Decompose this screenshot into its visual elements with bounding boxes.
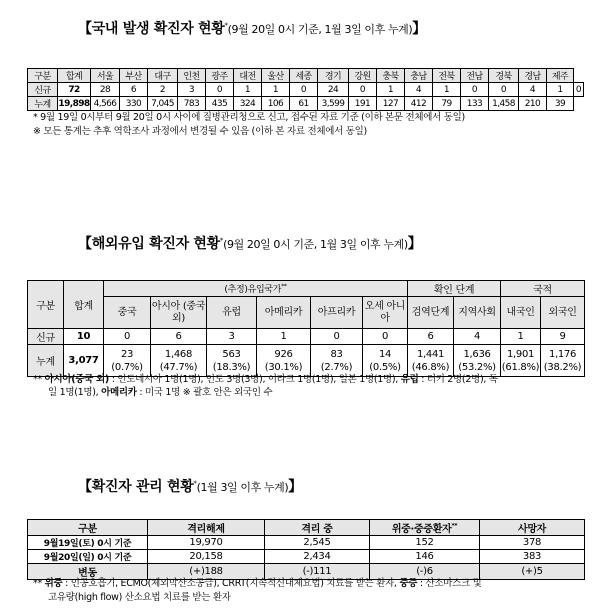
management-value: 378 — [480, 536, 585, 550]
region-value: 79 — [433, 97, 461, 111]
column-header: 구분 — [28, 69, 58, 83]
row-total: 72 — [58, 83, 91, 97]
column-header: 검역단계 — [408, 297, 454, 329]
note-segment: : 인도네시아 1명(1명), 인도 3명(3명), 이라크 1명(1명), 일본 1명(1명), — [108, 374, 401, 385]
column-header: 세종 — [290, 69, 318, 83]
imported-col-label: 구분 — [28, 281, 64, 329]
note-segment: 중증 — [399, 578, 418, 589]
column-header: 격리해제 — [148, 520, 265, 536]
management-header-row — [28, 520, 585, 536]
imported-value: 1 — [257, 329, 311, 345]
imported-cum-value — [501, 345, 541, 377]
cum-percent: (53.2%) — [458, 361, 496, 373]
column-header: 충남 — [405, 69, 433, 83]
title-bracket-open: 【 — [78, 21, 92, 37]
region-value: 435 — [206, 97, 234, 111]
column-header: 아메리카 — [257, 297, 311, 329]
title-mark: * — [224, 21, 228, 30]
title-bracket-close: 】 — [412, 21, 426, 37]
region-value: 6 — [120, 83, 148, 97]
column-header: 중국 — [104, 297, 151, 329]
column-header: 내국인 — [501, 297, 541, 329]
column-header: 경기 — [318, 69, 349, 83]
column-header: 전북 — [433, 69, 461, 83]
imported-cum-value — [363, 345, 408, 377]
row-label: 9월20일(일) 0시 기준 — [28, 550, 148, 564]
group-country-header — [104, 281, 408, 297]
title-mark: * — [193, 479, 197, 488]
row-label: 신규 — [28, 83, 58, 97]
column-header: 대구 — [148, 69, 178, 83]
section1-note-1: * 9월 19일 0시부터 9월 20일 0시 사이에 질병관리청으로 신고, 접수된 자료 기준 (이하 본문 전체에서 동일) — [33, 112, 465, 123]
section1-note-2: ※ 모든 통계는 추후 역학조사 과정에서 변경될 수 있음 (이하 본 자료 전체에서 동일) — [33, 126, 367, 137]
imported-group-row — [28, 281, 585, 297]
group-country-mark: ** — [281, 283, 287, 290]
region-value: 210 — [519, 97, 547, 111]
cum-count: 23 — [120, 348, 134, 360]
region-value: 1 — [547, 83, 574, 97]
cum-count: 1,636 — [463, 348, 491, 360]
region-value: 0 — [206, 83, 234, 97]
section2-title-text: 해외유입 확진자 현황 — [91, 236, 220, 252]
section2-title-sub: (9월 20일 0시 기준, 1월 3일 이후 누계) — [223, 238, 408, 251]
region-value: 106 — [262, 97, 290, 111]
region-value: 783 — [178, 97, 206, 111]
note-segment: 유럽 — [400, 374, 419, 385]
imported-cum-value — [207, 345, 257, 377]
column-header: 인천 — [178, 69, 206, 83]
section3-title-text: 확진자 관리 현황 — [91, 479, 194, 495]
imported-cum-row — [28, 345, 585, 377]
region-value: 0 — [574, 83, 584, 97]
column-header: 외국인 — [541, 297, 585, 329]
note-segment: ** — [33, 578, 45, 589]
row-label: 누계 — [28, 345, 64, 377]
management-value: 152 — [370, 536, 480, 550]
column-header: 제주 — [547, 69, 574, 83]
group-confirm-header: 확인 단계 — [408, 281, 501, 297]
cum-count: 1,441 — [416, 348, 445, 360]
domestic-new-row — [28, 83, 584, 97]
cum-count: 1,176 — [548, 348, 577, 360]
cum-percent: (38.2%) — [543, 361, 582, 373]
region-value: 324 — [234, 97, 262, 111]
cum-percent: (61.8%) — [501, 361, 540, 373]
imported-cum-value — [541, 345, 585, 377]
title-mark: * — [219, 236, 224, 245]
imported-value: 0 — [363, 329, 408, 345]
imported-cum-value — [454, 345, 501, 377]
region-value: 133 — [461, 97, 489, 111]
column-header: 서울 — [91, 69, 120, 83]
row-total: 19,898 — [58, 98, 90, 109]
column-header: 구분 — [28, 520, 148, 536]
region-value: 4,566 — [91, 97, 120, 111]
column-header: 울산 — [262, 69, 290, 83]
cum-count: 926 — [274, 348, 293, 360]
imported-cases-table — [27, 280, 585, 377]
imported-cum-value — [151, 345, 207, 377]
column-header: 격리 중 — [265, 520, 370, 536]
region-value: 39 — [547, 97, 574, 111]
row-label: 신규 — [28, 329, 64, 345]
column-header: 부산 — [120, 69, 148, 83]
title-bracket-open: 【 — [78, 236, 92, 252]
row-total: 3,077 — [64, 345, 104, 377]
title-bracket-close: 】 — [288, 479, 302, 495]
management-value: 2,434 — [265, 550, 370, 564]
region-value: 28 — [91, 83, 120, 97]
cum-percent: (47.7%) — [159, 361, 198, 373]
section3-title-sub: (1월 3일 이후 누계) — [196, 481, 289, 494]
title-bracket-close: 】 — [407, 236, 422, 252]
imported-value: 3 — [207, 329, 257, 345]
region-value: 1 — [262, 83, 290, 97]
management-value: 383 — [480, 550, 585, 564]
note-segment: 아메리카 — [101, 387, 137, 398]
cum-percent: (30.1%) — [264, 361, 303, 373]
region-value: 4 — [405, 83, 433, 97]
region-value: 7,045 — [148, 97, 178, 111]
imported-value: 6 — [151, 329, 207, 345]
region-value: 0 — [461, 83, 489, 97]
cum-percent: (18.3%) — [212, 361, 251, 373]
imported-cum-value — [408, 345, 454, 377]
note-segment: 아시아(중국 외) — [44, 374, 109, 385]
note-segment: 일 1명(1명), — [48, 387, 102, 398]
region-value: 2 — [148, 83, 178, 97]
note-segment: : 터키 2명(2명), 독 — [418, 374, 498, 385]
region-value: 1 — [433, 83, 461, 97]
region-value: 0 — [349, 83, 377, 97]
management-value: 19,970 — [148, 536, 265, 550]
imported-value: 0 — [104, 329, 151, 345]
column-header: 위중·중증환자** — [370, 520, 480, 536]
domestic-header-row — [28, 69, 584, 83]
column-header: 합계 — [58, 69, 91, 83]
cum-count: 563 — [222, 348, 241, 360]
imported-value: 4 — [454, 329, 501, 345]
note-segment: : 인공호흡기, ECMO(체외막산소공급), CRRT(지속적신대체요법) 치료를 받는 환자, — [62, 578, 400, 589]
cum-count: 1,901 — [506, 348, 535, 360]
title-bracket-open: 【 — [78, 479, 92, 495]
cum-count: 1,468 — [164, 348, 193, 360]
header-mark: ** — [451, 522, 458, 530]
case-management-table — [27, 519, 585, 580]
cum-count: 14 — [378, 348, 392, 360]
column-header: 경북 — [489, 69, 519, 83]
section3-title — [78, 476, 302, 496]
column-header: 지역사회 — [454, 297, 501, 329]
row-label: 9월19일(토) 0시 기준 — [28, 536, 148, 550]
imported-cum-value — [104, 345, 151, 377]
region-value: 412 — [405, 97, 433, 111]
column-header: 경남 — [519, 69, 547, 83]
section2-note-line1 — [33, 373, 498, 386]
region-value: 127 — [377, 97, 405, 111]
region-value: 3,599 — [318, 97, 349, 111]
note-segment: : 미국 1명 ※ 괄호 안은 외국인 수 — [136, 387, 273, 398]
region-value: 0 — [290, 83, 318, 97]
management-row-sep20 — [28, 550, 585, 564]
column-header: 오세 아니아 — [363, 297, 408, 329]
region-value: 3 — [178, 83, 206, 97]
management-value: (-)6 — [370, 564, 480, 580]
imported-cum-value — [311, 345, 363, 377]
column-header: 사망자 — [480, 520, 585, 536]
cum-count: 83 — [330, 348, 343, 360]
imported-value: 1 — [501, 329, 541, 345]
imported-value: 9 — [541, 329, 585, 345]
note-segment: ** — [33, 374, 45, 385]
imported-value: 0 — [311, 329, 363, 345]
region-value: 1,458 — [489, 97, 519, 111]
management-value: (+)188 — [148, 564, 265, 580]
region-value: 0 — [489, 83, 519, 97]
column-header: 전남 — [461, 69, 489, 83]
imported-value: 6 — [408, 329, 454, 345]
group-country-label: (추정)유입국가 — [224, 285, 282, 295]
region-value: 4 — [519, 83, 547, 97]
section3-note-line1 — [33, 577, 481, 590]
column-header: 대전 — [234, 69, 262, 83]
column-header: 아프리카 — [311, 297, 363, 329]
imported-subheader-row — [28, 297, 585, 329]
region-value: 330 — [120, 97, 148, 111]
region-value: 1 — [234, 83, 262, 97]
section2-title — [78, 233, 421, 253]
section1-title-sub: (9월 20일 0시 기준, 1월 3일 이후 누계) — [227, 23, 413, 36]
section1-title — [78, 18, 426, 38]
cum-percent: (46.8%) — [411, 361, 450, 373]
column-header: 광주 — [206, 69, 234, 83]
region-value: 24 — [318, 83, 349, 97]
note-segment: : 산소마스크 및 — [417, 578, 482, 589]
domestic-cases-table — [27, 68, 584, 111]
imported-col-total: 합계 — [64, 281, 104, 329]
row-label: 변동 — [28, 564, 148, 580]
row-label: 누계 — [28, 97, 58, 111]
region-value: 1 — [377, 83, 405, 97]
section1-title-text: 국내 발생 확진자 현황 — [91, 21, 225, 37]
management-row-sep19 — [28, 536, 585, 550]
region-value: 61 — [290, 97, 318, 111]
section2-note-line2 — [48, 386, 272, 399]
management-value: 20,158 — [148, 550, 265, 564]
column-header: 아시아 (중국 외) — [151, 297, 207, 329]
management-value: 2,545 — [265, 536, 370, 550]
cum-percent: (0.5%) — [369, 361, 401, 373]
domestic-cum-row — [28, 97, 584, 111]
group-nation-header: 국적 — [501, 281, 585, 297]
column-header: 강원 — [349, 69, 377, 83]
imported-cum-value — [257, 345, 311, 377]
note-segment: 위중 — [44, 578, 63, 589]
section3-note-line2: 고유량(high flow) 산소요법 치료를 받는 환자 — [48, 592, 231, 603]
region-value: 191 — [349, 97, 377, 111]
column-header: 충북 — [377, 69, 405, 83]
column-header: 유럽 — [207, 297, 257, 329]
management-value: 146 — [370, 550, 480, 564]
cum-percent: (2.7%) — [320, 361, 353, 373]
imported-new-row — [28, 329, 585, 345]
management-value: (-)111 — [265, 564, 370, 580]
row-total: 10 — [64, 329, 104, 345]
cum-percent: (0.7%) — [111, 361, 143, 373]
management-value: (+)5 — [480, 564, 585, 580]
